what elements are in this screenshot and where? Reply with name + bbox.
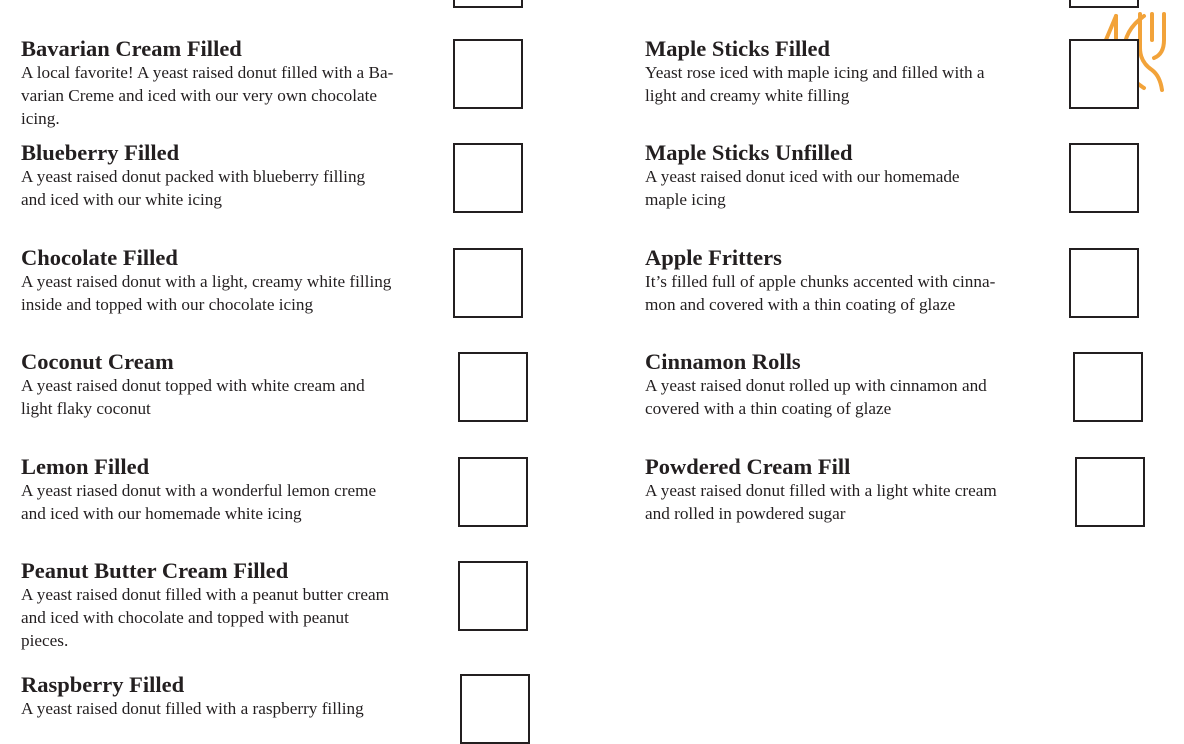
menu-item-peanut-butter-cream-filled [21, 559, 441, 652]
item-name: Apple Fritters [645, 245, 782, 270]
checkbox-bavarian-cream-filled[interactable] [453, 39, 523, 109]
checkbox-powdered-cream-fill[interactable] [1075, 457, 1145, 527]
item-description: A yeast raised donut iced with our homemade maple icing [645, 167, 960, 209]
item-description: It’s filled full of apple chunks accented with cinna- mon and covered with a thin coating of glaze [645, 272, 996, 314]
menu-item-chocolate-filled [21, 246, 441, 316]
item-description: A yeast raised donut packed with blueberry filling and iced with our white icing [21, 167, 366, 209]
menu-item-powdered-cream-fill [645, 455, 1055, 525]
checkbox-raspberry-filled[interactable] [460, 674, 530, 744]
menu-item-blueberry-filled [21, 141, 441, 211]
menu-item-coconut-cream [21, 350, 441, 420]
checkbox-partial-left[interactable] [453, 0, 523, 8]
menu-item-lemon-filled [21, 455, 441, 525]
item-name: Cinnamon Rolls [645, 349, 801, 374]
menu-item-maple-sticks-filled [645, 37, 1055, 107]
item-description: A yeast raised donut filled with a raspberry filling [21, 699, 364, 718]
item-name: Maple Sticks Filled [645, 36, 830, 61]
item-description: A yeast raised donut rolled up with cinnamon and covered with a thin coating of glaze [645, 376, 987, 418]
item-name: Chocolate Filled [21, 245, 178, 270]
checkbox-partial-right[interactable] [1069, 0, 1139, 8]
item-name: Maple Sticks Unfilled [645, 140, 853, 165]
item-name: Bavarian Cream Filled [21, 36, 242, 61]
item-description: A yeast riased donut with a wonderful lemon creme and iced with our homemade white icing [21, 481, 377, 523]
checkbox-chocolate-filled[interactable] [453, 248, 523, 318]
item-name: Lemon Filled [21, 454, 150, 479]
item-name: Coconut Cream [21, 349, 174, 374]
menu-item-bavarian-cream-filled [21, 37, 441, 130]
item-name: Peanut Butter Cream Filled [21, 558, 289, 583]
checkbox-blueberry-filled[interactable] [453, 143, 523, 213]
menu-item-cinnamon-rolls [645, 350, 1055, 420]
checkbox-maple-sticks-filled[interactable] [1069, 39, 1139, 109]
menu-item-apple-fritters [645, 246, 1055, 316]
checkbox-cinnamon-rolls[interactable] [1073, 352, 1143, 422]
item-description: A local favorite! A yeast raised donut filled with a Ba- varian Creme and iced with our very own chocolate icing. [21, 63, 394, 128]
item-description: A yeast raised donut filled with a light white cream and rolled in powdered sugar [645, 481, 997, 523]
checkbox-apple-fritters[interactable] [1069, 248, 1139, 318]
checkbox-lemon-filled[interactable] [458, 457, 528, 527]
item-name: Powdered Cream Fill [645, 454, 851, 479]
item-description: A yeast raised donut with a light, creamy white filling inside and topped with our chocolate icing [21, 272, 392, 314]
menu-item-maple-sticks-unfilled [645, 141, 1055, 211]
item-name: Blueberry Filled [21, 140, 180, 165]
checkbox-peanut-butter-cream-filled[interactable] [458, 561, 528, 631]
checkbox-coconut-cream[interactable] [458, 352, 528, 422]
checkbox-maple-sticks-unfilled[interactable] [1069, 143, 1139, 213]
item-description: Yeast rose iced with maple icing and filled with a light and creamy white filling [645, 63, 985, 105]
item-name: Raspberry Filled [21, 672, 185, 697]
menu-item-raspberry-filled [21, 673, 441, 720]
item-description: A yeast raised donut topped with white cream and light flaky coconut [21, 376, 365, 418]
item-description: A yeast raised donut filled with a peanut butter cream and iced with chocolate and topped with peanut pieces. [21, 585, 389, 650]
